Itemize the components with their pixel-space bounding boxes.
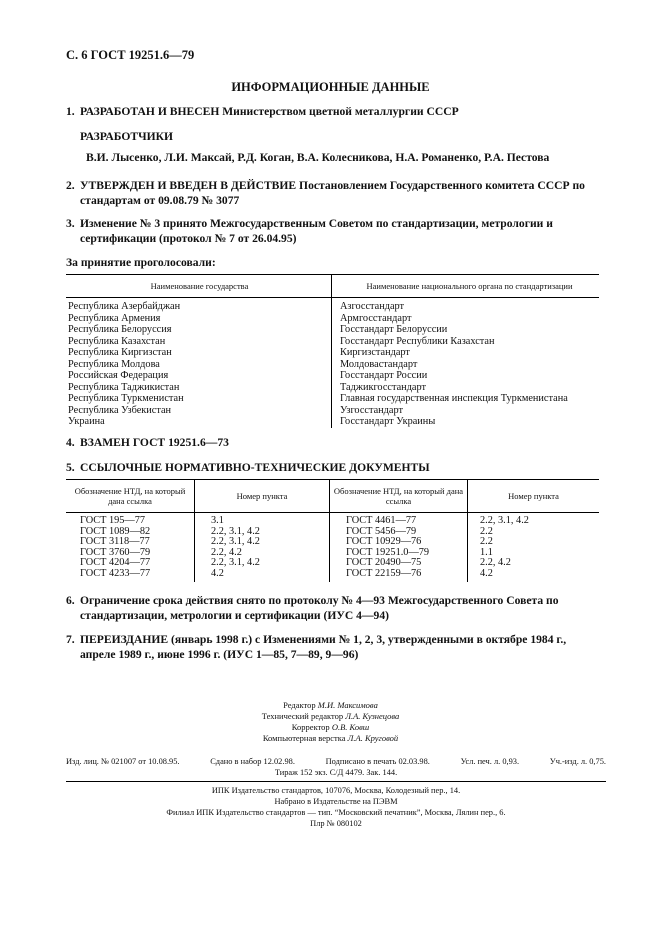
ref-doc-cell: ГОСТ 3118—77: [66, 537, 195, 548]
item-3-text: Изменение № 3 принято Межгосударственным Советом по стандартизации, метрологии и сертификации (протокол № 7 от 26.04.95): [80, 217, 553, 245]
ref-doc-cell: ГОСТ 195—77: [66, 513, 195, 527]
ref-doc-cell: ГОСТ 4204—77: [66, 558, 195, 569]
ref-doc-cell: ГОСТ 20490—75: [330, 558, 468, 569]
item-1-text: РАЗРАБОТАН И ВНЕСЕН Министерством цветной металлургии СССР: [80, 105, 459, 118]
vote-row: [66, 336, 599, 348]
credit-editor: Редактор М.И. Максимова: [283, 700, 378, 710]
vote-row: [66, 382, 599, 394]
ref-doc-cell: ГОСТ 4461—77: [330, 513, 468, 527]
ref-clause-cell: 2.2, 3.1, 4.2: [480, 515, 529, 526]
publisher-line-1: ИПК Издательство стандартов, 107076, Москва, Колодезный пер., 14.: [211, 786, 461, 795]
ref-clause-cell: 2.2, 4.2: [195, 548, 330, 559]
item-3-number: 3.: [66, 217, 75, 230]
item-4-text: ВЗАМЕН ГОСТ 19251.6—73: [80, 436, 229, 449]
imprint-block: [66, 756, 606, 778]
publisher-line-4: Плр № 080102: [310, 819, 362, 828]
developers-heading: РАЗРАБОТЧИКИ: [80, 130, 174, 143]
vote-body-cell: Госстандарт России: [340, 370, 428, 381]
ref-clause-cell: 4.2: [195, 569, 330, 582]
vote-state-cell: Республика Белоруссия: [66, 324, 332, 336]
vote-body-cell: Узгосстандарт: [340, 404, 403, 416]
ref-doc-cell: ГОСТ 19251.0—79: [330, 548, 468, 559]
credit-corrector: Корректор О.В. Ковш: [291, 722, 370, 732]
item-7-number: 7.: [66, 633, 75, 646]
item-4: [66, 435, 606, 450]
credit-tech-editor: Технический редактор Л.А. Кузнецова: [261, 711, 400, 721]
publisher-line-3: Филиал ИПК Издательство стандартов — тип. “Московский печатник”, Москва, Лялин пер., 6.: [166, 808, 506, 817]
page-header: С. 6 ГОСТ 19251.6—79: [66, 48, 195, 62]
vote-state-cell: Республика Армения: [66, 313, 332, 325]
imprint-signed: Подписано в печать 02.03.98.: [325, 757, 430, 766]
developers-list: В.И. Лысенко, Л.И. Максай, Р.Д. Коган, В.А. Колесникова, Н.А. Романенко, Р.А. Пестова: [86, 151, 550, 164]
vote-state-cell: Республика Молдова: [66, 359, 332, 371]
ref-doc-cell: ГОСТ 1089—82: [66, 527, 195, 538]
ref-col-clause-2: Номер пункта: [468, 480, 600, 513]
vote-state-cell: Республика Казахстан: [66, 336, 332, 348]
item-1-number: 1.: [66, 105, 75, 118]
vote-body-cell: Киргизстандарт: [340, 347, 410, 358]
ref-row: [66, 569, 599, 582]
item-7: [66, 632, 606, 662]
item-6-text: Ограничение срока действия снято по протоколу № 4—93 Межгосударственного Совета по стандартизации, метрологии и сертификации (ИУС 4—94): [80, 594, 559, 622]
vote-row: [66, 347, 599, 359]
vote-state-cell: Республика Азербайджан: [66, 298, 332, 313]
ref-row: [66, 513, 599, 527]
vote-row: [66, 370, 599, 382]
vote-table: [66, 274, 599, 428]
vote-body-cell: Таджикгосстандарт: [340, 381, 427, 393]
vote-state-cell: Украина: [66, 416, 332, 428]
ref-col-doc-2: Обозначение НТД, на который дана ссылка: [330, 480, 468, 513]
imprint-typeset: Сдано в набор 12.02.98.: [210, 757, 295, 766]
vote-body-cell: Госстандарт Республики Казахстан: [340, 335, 495, 347]
imprint-run: Тираж 152 экз. С/Д 4479. Зак. 144.: [274, 768, 398, 777]
publisher-block: [66, 781, 606, 829]
vote-row: [66, 359, 599, 371]
item-6-number: 6.: [66, 594, 75, 607]
vote-state-cell: Республика Киргизстан: [66, 347, 332, 359]
item-3: [66, 216, 606, 246]
vote-col-body: Наименование национального органа по стандартизации: [332, 275, 600, 298]
vote-body-cell: Госстандарт Белоруссии: [340, 324, 448, 335]
publisher-line-2: Набрано в Издательстве на ПЭВМ: [274, 797, 398, 806]
vote-body-cell: Молдовастандарт: [340, 358, 418, 370]
ref-doc-cell: ГОСТ 22159—76: [330, 569, 468, 582]
imprint-pub-sheets: Уч.-изд. л. 0,75.: [549, 757, 606, 766]
vote-col-state: Наименование государства: [66, 275, 332, 298]
vote-body-cell: Госстандарт Украины: [340, 416, 436, 427]
ref-clause-cell: 2.2: [480, 536, 493, 548]
credits-block: [0, 700, 661, 744]
vote-row: [66, 405, 599, 417]
vote-state-cell: Республика Таджикистан: [66, 382, 332, 394]
item-2: [66, 178, 606, 208]
item-2-number: 2.: [66, 179, 75, 192]
vote-body-cell: Армгосстандарт: [340, 312, 412, 324]
ref-doc-cell: ГОСТ 10929—76: [330, 537, 468, 548]
item-6: [66, 593, 606, 623]
item-5-text: ССЫЛОЧНЫЕ НОРМАТИВНО-ТЕХНИЧЕСКИЕ ДОКУМЕНТЫ: [80, 461, 430, 474]
ref-doc-cell: ГОСТ 3760—79: [66, 548, 195, 559]
page-title: ИНФОРМАЦИОННЫЕ ДАННЫЕ: [231, 80, 430, 94]
vote-state-cell: Российская Федерация: [66, 370, 332, 382]
vote-row: [66, 313, 599, 325]
vote-state-cell: Республика Узбекистан: [66, 405, 332, 417]
imprint-license: Изд. лиц. № 021007 от 10.08.95.: [66, 757, 180, 766]
ref-clause-cell: 2.2, 3.1, 4.2: [195, 537, 330, 548]
item-7-text: ПЕРЕИЗДАНИЕ (январь 1998 г.) с Изменениями № 1, 2, 3, утвержденными в октябре 1984 г., апреле 1989 г., июне 1996 г. (ИУС 1—85, 7—89, 9—96): [80, 633, 567, 661]
item-5: [66, 460, 606, 475]
vote-heading: За принятие проголосовали:: [66, 256, 216, 269]
item-1: [66, 104, 606, 119]
vote-state-cell: Республика Туркменистан: [66, 393, 332, 405]
ref-clause-cell: 2.2, 3.1, 4.2: [195, 527, 330, 538]
ref-clause-cell: 4.2: [480, 567, 493, 579]
item-2-text: УТВЕРЖДЕН И ВВЕДЕН В ДЕЙСТВИЕ Постановлением Государственного комитета СССР по стандартам от 09.08.79 № 3077: [80, 179, 585, 207]
vote-row: [66, 298, 599, 313]
ref-clause-cell: 1.1: [480, 546, 493, 558]
item-4-number: 4.: [66, 436, 75, 449]
reference-table: [66, 479, 599, 582]
ref-col-doc-1: Обозначение НТД, на который дана ссылка: [66, 480, 195, 513]
imprint-sheets: Усл. печ. л. 0,93.: [460, 757, 520, 766]
vote-row: [66, 393, 599, 405]
ref-doc-cell: ГОСТ 4233—77: [66, 569, 195, 582]
vote-body-cell: Азгосстандарт: [340, 301, 405, 312]
ref-col-clause-1: Номер пункта: [195, 480, 330, 513]
vote-row: [66, 416, 599, 428]
credit-layout: Компьютерная верстка Л.А. Круговой: [262, 733, 399, 743]
vote-body-cell: Главная государственная инспекция Туркменистана: [340, 393, 568, 404]
ref-clause-cell: 3.1: [195, 513, 330, 527]
item-5-number: 5.: [66, 461, 75, 474]
ref-clause-cell: 2.2, 4.2: [480, 557, 511, 569]
vote-row: [66, 324, 599, 336]
ref-doc-cell: ГОСТ 5456—79: [330, 527, 468, 538]
ref-clause-cell: 2.2: [480, 525, 493, 537]
ref-clause-cell: 2.2, 3.1, 4.2: [195, 558, 330, 569]
